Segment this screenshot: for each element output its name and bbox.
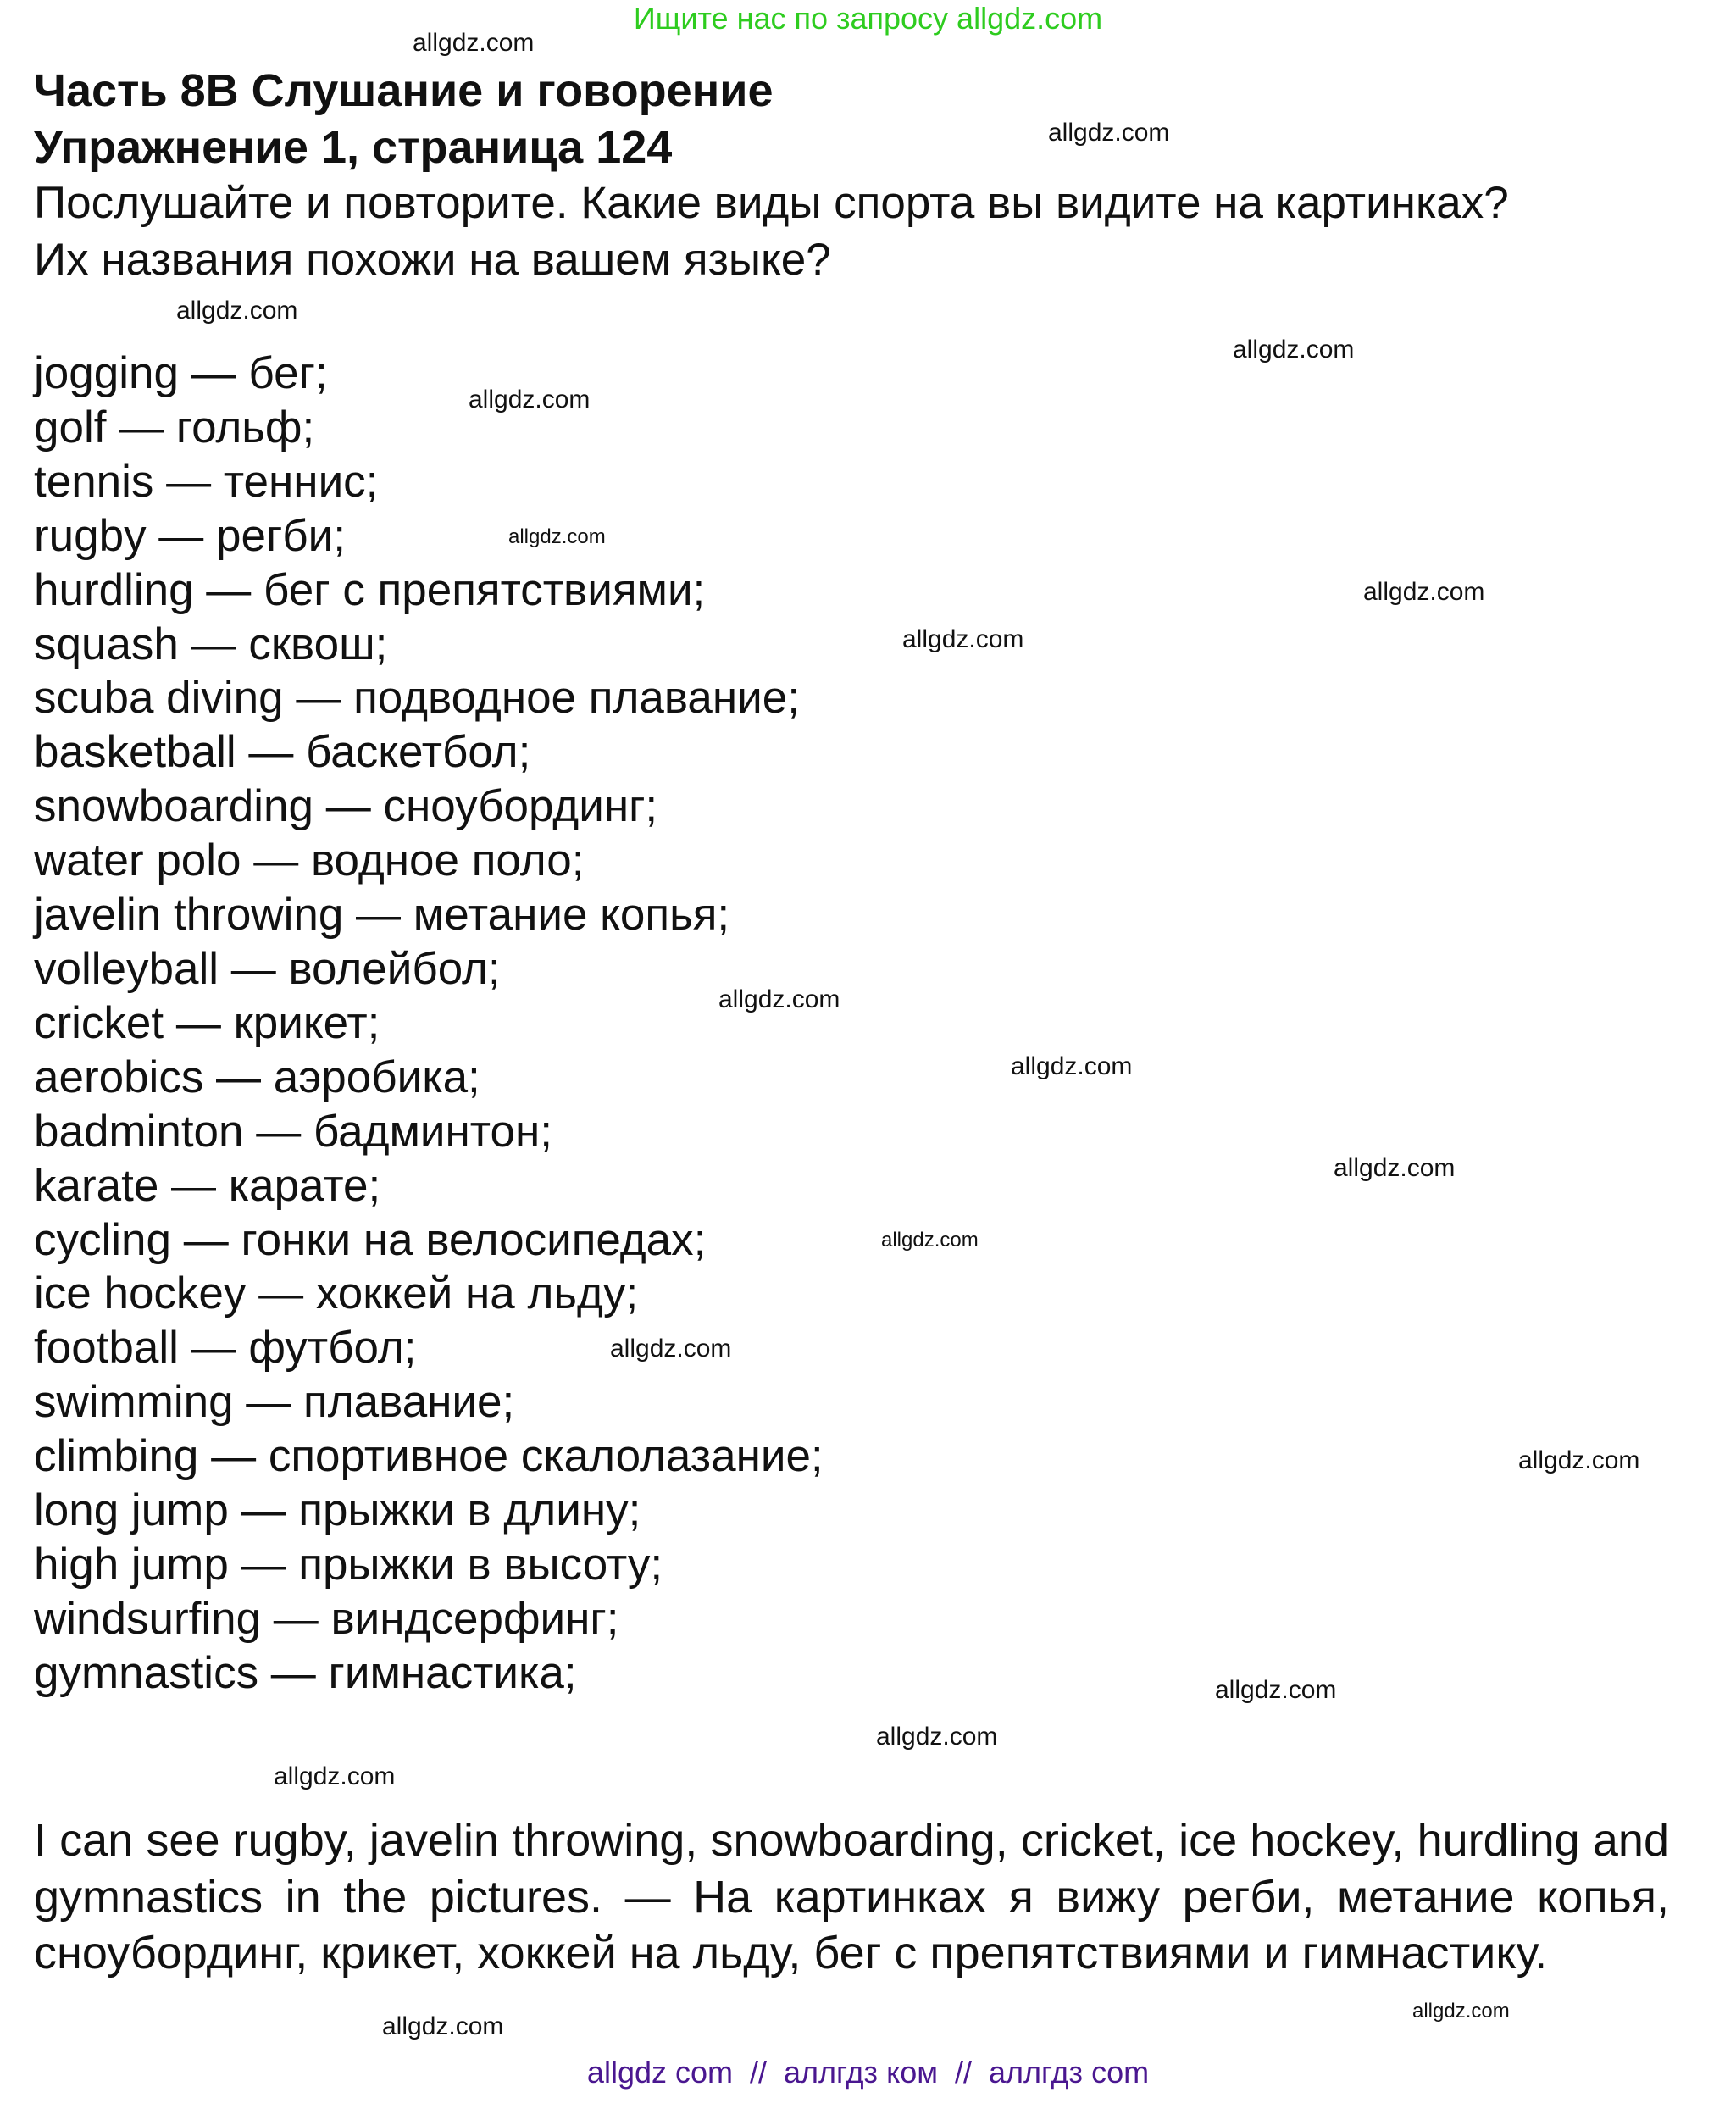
vocabulary-item: gymnastics — гимнастика; [34,1647,577,1698]
vocabulary-item: snowboarding — сноубординг; [34,781,658,832]
vocabulary-item: javelin throwing — метание копья; [34,890,730,941]
vocabulary-item: tennis — теннис; [34,456,379,507]
vocabulary-item: climbing — спортивное скалолазание; [34,1431,824,1482]
vocabulary-item: ice hockey — хоккей на льду; [34,1268,639,1319]
vocabulary-item: jogging — бег; [34,348,328,398]
vocabulary-item: badminton — бадминтон; [34,1106,552,1157]
exercise-title: Упражнение 1, страница 124 [34,121,673,173]
vocabulary-item: hurdling — бег с препятствиями; [34,564,706,615]
watermark: allgdz.com [176,297,298,325]
watermark: allgdz.com [881,1229,979,1252]
top-banner-link[interactable]: Ищите нас по запросу allgdz.com [633,1,1103,36]
vocabulary-list [34,347,824,1701]
watermark: allgdz.com [1011,1052,1133,1080]
vocabulary-item: cricket — крикет; [34,997,380,1048]
watermark: allgdz.com [413,29,535,57]
vocabulary-item: water polo — водное поло; [34,835,585,886]
watermark: allgdz.com [274,1762,396,1790]
watermark: allgdz.com [876,1723,998,1751]
watermark: allgdz.com [610,1335,732,1363]
vocabulary-item: long jump — прыжки в длину; [34,1485,641,1536]
watermark: allgdz.com [508,525,606,548]
vocabulary-item: high jump — прыжки в высоту; [34,1539,663,1590]
answer-paragraph: I can see rugby, javelin throwing, snowboarding, cricket, ice hockey, hurdling and gymnastics in the pictures. — На картинках я вижу регби, метание копья, сноубординг, крикет, хоккей на льду, бег с препятствиями и гимнастику. [34,1815,1669,1979]
watermark: allgdz.com [902,625,1024,653]
watermark: allgdz.com [1048,119,1170,147]
vocabulary-item: aerobics — аэробика; [34,1052,480,1102]
watermark: allgdz.com [1412,2000,1510,2023]
watermark: allgdz.com [1215,1676,1337,1704]
vocabulary-item: windsurfing — виндсерфинг; [34,1593,619,1644]
footer-links[interactable]: allgdz com // аллгдз ком // аллгдз com [586,2055,1150,2090]
watermark: allgdz.com [1233,336,1355,364]
vocabulary-item: volleyball — волейбол; [34,943,501,994]
part-title: Часть 8B Слушание и говорение [34,65,774,116]
watermark: allgdz.com [1518,1446,1640,1474]
vocabulary-item: rugby — регби; [34,510,346,561]
vocabulary-item: cycling — гонки на велосипедах; [34,1214,707,1265]
watermark: allgdz.com [382,2012,504,2040]
exercise-header [34,63,1711,289]
vocabulary-item: swimming — плавание; [34,1377,515,1428]
watermark: allgdz.com [469,386,591,413]
watermark: allgdz.com [1334,1154,1456,1182]
vocabulary-item: scuba diving — подводное плавание; [34,673,800,724]
vocabulary-item: squash — сквош; [34,619,388,669]
vocabulary-item: karate — карате; [34,1160,381,1211]
vocabulary-item: golf — гольф; [34,402,315,452]
question-line-2: Их названия похожи на вашем языке? [34,235,831,286]
watermark: allgdz.com [1363,578,1485,606]
vocabulary-item: football — футбол; [34,1323,417,1374]
question-line-1: Послушайте и повторите. Какие виды спорта вы видите на картинках? [34,178,1509,229]
vocabulary-item: basketball — баскетбол; [34,727,531,778]
watermark: allgdz.com [718,985,840,1013]
